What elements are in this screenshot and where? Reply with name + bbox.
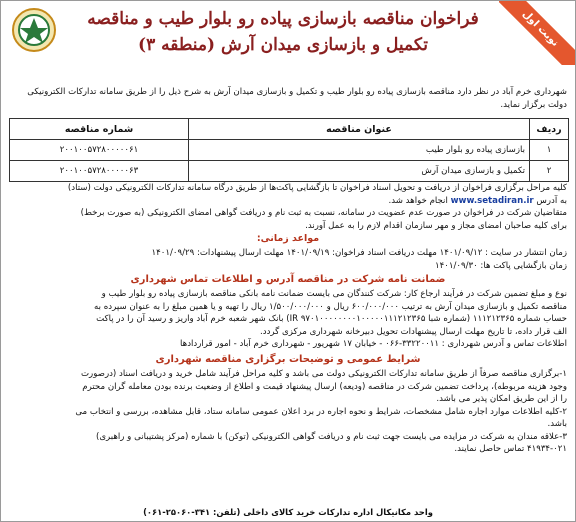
municipality-emblem-icon [11,7,57,53]
guarantee-text [9,288,567,351]
address-suffix: انجام خواهد شد. [388,195,448,206]
cell-row: ۱ [530,140,569,161]
cell-title: بازسازی پیاده رو بلوار طیب [189,140,530,161]
cell-number: ۲۰۰۱۰۰۵۷۲۸۰۰۰۰۰۶۱ [10,140,189,161]
intro-line: دولت برگزار نماید. [500,99,567,110]
col-header-title: عنوان مناقصه [189,119,530,140]
registration-line: متقاضیان شرکت در فراخوان در صورت عدم عضویت در سامانه، نسبت به ثبت نام و دریافت گواهی امضای الکترونیکی (به صورت برخط) [80,208,567,218]
guarantee-line: حساب شماره ۱۱۱۲۱۲۳۶۵ (شماره شبا IR ۹۷۰۱۰۰۰۰۰۰۰۰۱۰۰۰۰۰۱۱۱۲۱۲۳۶۵) بانک شهر شعبه خرم آباد واریز و رسید آن را در پاکت [96,314,567,324]
guarantee-line: الف قرار داده، تا تاریخ مهلت ارسال پیشنهادات تحویل دبیرخانه شهرداری مرکزی گردد. [260,326,567,337]
procedure-line-2 [9,195,567,208]
page-title-line1: فراخوان مناقصه بازسازی پیاده رو بلوار طیب و مناقصه [87,9,479,29]
tender-table [9,118,569,182]
ribbon-label: نوبت اول [499,1,575,65]
dates-line: زمان بازگشایی پاکت ها: ۱۴۰۱/۰۹/۳۰ [434,260,567,271]
condition-line: ۱-برگزاری مناقصه صرفاً از طریق سامانه تدارکات الکترونیکی دولت می باشد و کلیه مراحل فرآیند شامل خرید و دریافت اسناد (درصورت [80,369,567,379]
page-title-line2: تکمیل و بازسازی میدان آرش (منطقه ۳) [138,35,428,55]
condition-line: باشد. [547,419,567,429]
condition-line: وجود هزینه مربوطه)، پرداخت تضمین شرکت در مناقصه (ودیعه) ارسال پیشنهاد قیمت و اطلاع از وضعیت برنده بودن معامله گران محترم [82,381,567,392]
col-header-row: ردیف [530,119,569,140]
table-row [10,140,569,161]
condition-line: ۳-علاقه مندان به شرکت در مزایده می بایست جهت ثبت نام و دریافت گواهی الکترونیکی (توکن) با شماره (مرکز پشتیبانی و راهبری) [95,431,567,442]
dates-block [9,247,567,272]
condition-line: را از این طریق امکان پذیر می باشد. [436,394,567,404]
intro-text [9,86,567,111]
table-row [10,161,569,182]
condition-line: ۴۱۹۳۴-۰۲۱ تماس حاصل نمایند. [454,444,567,454]
registration-line: برای کلیه صاحبان امضای مجاز و مهر سازمان اقدام لازم را به عمل آورند. [305,220,567,231]
footer-contact: واحد مکانیکال اداره تدارکات خرید کالای داخلی (تلفن: ۳۴۱-۲۵۰۶۰-۰۶۱) [143,507,433,517]
address-prefix: به آدرس [536,195,567,206]
condition-line: ۲-کلیه اطلاعات موارد اجاره شامل مشخصات، شرایط و نحوه اجاره در برد اعلان عمومی سامانه ستاد، قابل مشاهده، بررسی و انتخاب می [75,406,567,417]
table-header-row [10,119,569,140]
guarantee-line: مناقصه تکمیل و بازسازی میدان آرش به ترتیب ۶۰۰/۰۰۰/۰۰۰ ریال و ۱/۵۰۰/۰۰۰/۰۰۰ ریال را تهیه و یا همین مبلغ را به عنوان سپرده به [94,301,567,312]
cell-title: تکمیل و بازسازی میدان آرش [189,161,530,182]
procedure-line: کلیه مراحل برگزاری فراخوان از دریافت و تحویل اسناد فراخوان تا بازگشایی پاکت‌ها از طریق درگاه سامانه تدارکات الکترونیکی دولت (ستاد) [67,183,567,193]
website-link[interactable]: www.setadiran.ir [450,195,534,206]
conditions-heading: شرایط عمومی و توضیحات برگزاری مناقصه شهرداری [155,354,421,365]
guarantee-line: نوع و مبلغ تضمین شرکت در فرآیند ارجاع کار: شرکت کنندگان می بایست ضمانت نامه بانکی مناقصه بازسازی پیاده رو بلوار طیب و [101,289,567,299]
intro-line: شهرداری خرم آباد در نظر دارد مناقصه بازسازی پیاده رو بلوار طیب و تکمیل و بازسازی میدان آرش به شرح ذیل را از طریق سامانه تدارکات الکترونیکی [27,87,567,97]
cell-number: ۲۰۰۱۰۰۵۷۲۸۰۰۰۰۰۶۳ [10,161,189,182]
procedure-text [9,182,567,232]
dates-heading: مواعد زمانی: [256,233,320,244]
guarantee-heading: ضمانت نامه شرکت در مناقصه آدرس و اطلاعات تماس شهرداری [130,274,446,285]
dates-line: زمان انتشار در سایت : ۱۴۰۱/۰۹/۱۲ مهلت دریافت اسناد فراخوان: ۱۴۰۱/۰۹/۱۹ مهلت ارسال پیشنهادات: ۱۴۰۱/۰۹/۲۹ [151,248,567,258]
col-header-number: شماره مناقصه [10,119,189,140]
contact-line: اطلاعات تماس و آدرس شهرداری : ۳۳۲۲۰۰۱۱-۰۶۶ - خیابان ۱۷ شهریور - شهرداری خرم آباد - امور قراردادها [180,339,567,349]
first-round-ribbon [499,1,575,65]
cell-row: ۲ [530,161,569,182]
conditions-text [9,368,567,456]
